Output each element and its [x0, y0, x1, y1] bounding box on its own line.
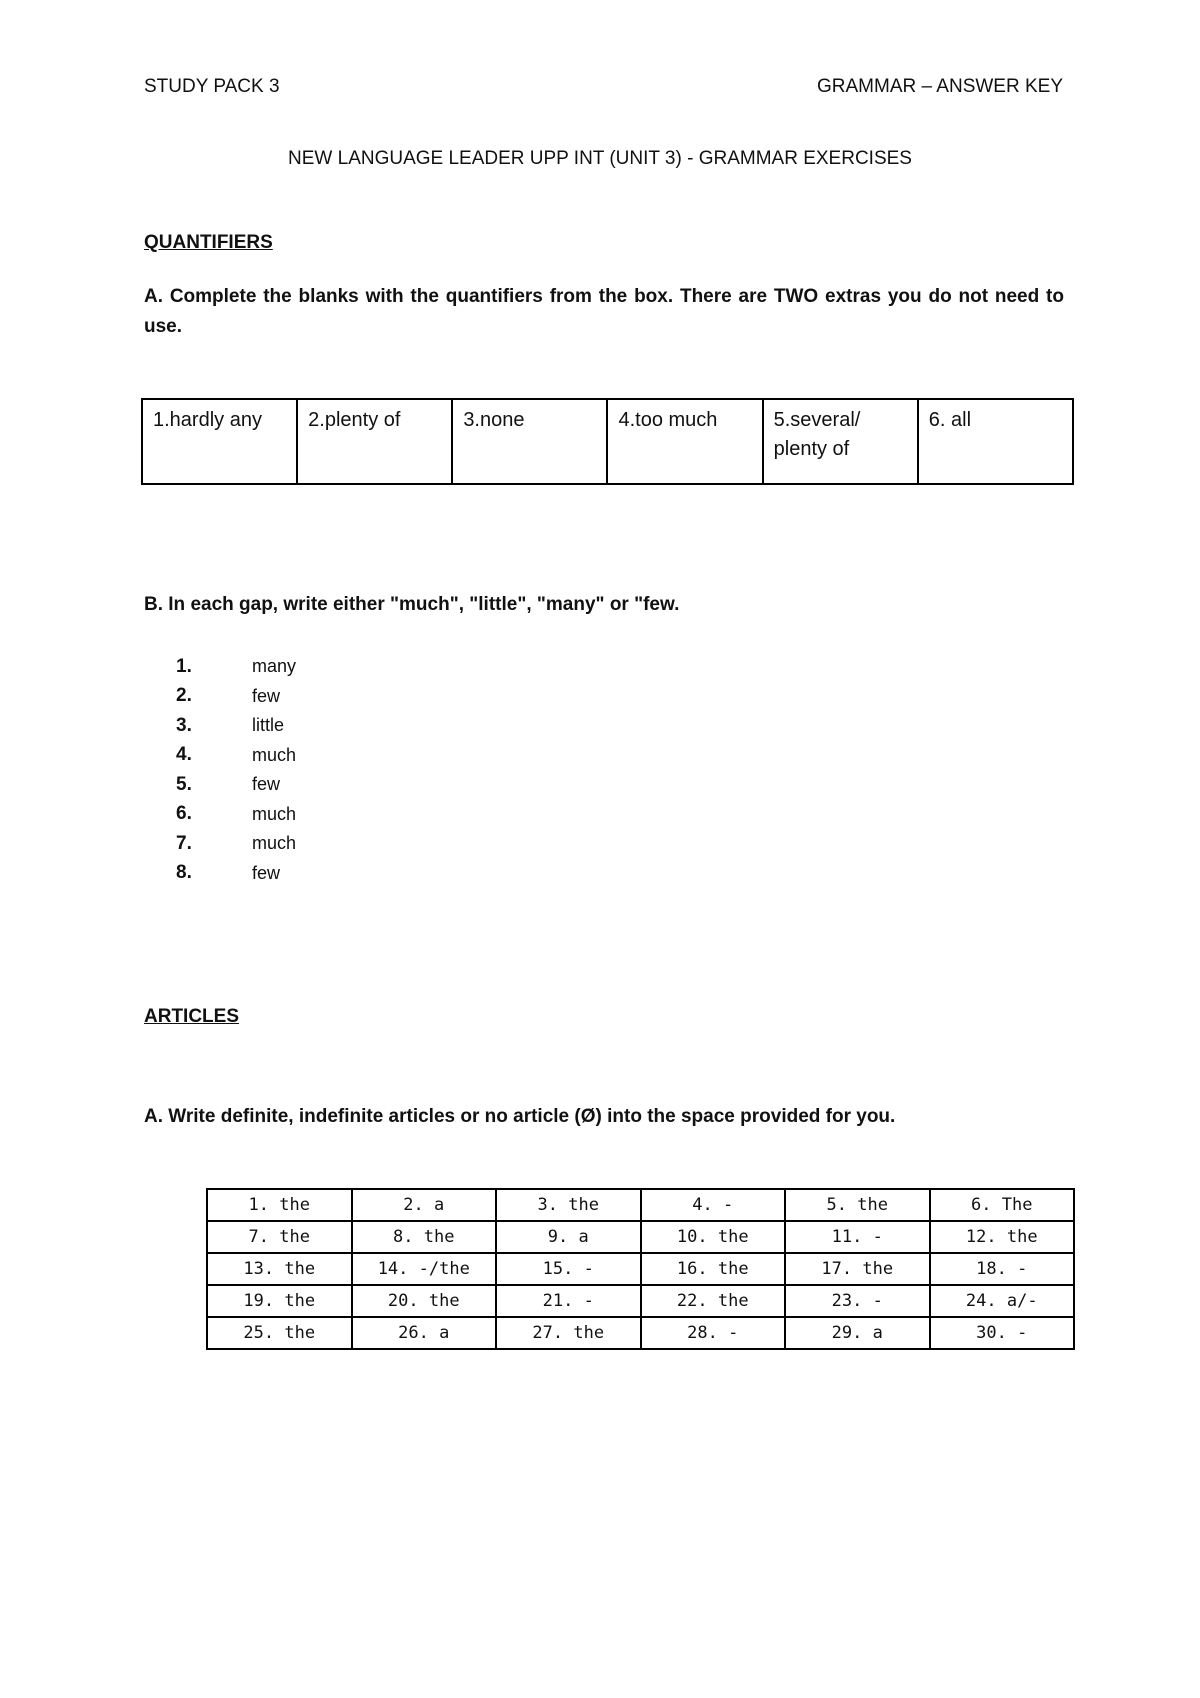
table-cell: 18. -: [930, 1253, 1075, 1285]
table-cell: 2. a: [352, 1189, 497, 1221]
table-cell: 16. the: [641, 1253, 786, 1285]
box-cell: 2.plenty of: [297, 399, 452, 484]
box-cell: 6. all: [918, 399, 1073, 484]
table-cell: 12. the: [930, 1221, 1075, 1253]
box-cell: 3.none: [452, 399, 607, 484]
box-cell: 1.hardly any: [142, 399, 297, 484]
part-b-answer-list: [176, 652, 296, 888]
item-number: 6.: [176, 803, 192, 825]
table-row: [207, 1189, 1074, 1221]
table-cell: 27. the: [496, 1317, 641, 1349]
item-number: 1.: [176, 655, 192, 677]
articles-answer-table: [206, 1188, 1075, 1350]
item-number: 3.: [176, 714, 192, 736]
item-answer: much: [252, 833, 297, 854]
table-cell: 3. the: [496, 1189, 641, 1221]
table-cell: 19. the: [207, 1285, 352, 1317]
list-item: [176, 829, 296, 859]
header-left: STUDY PACK 3: [144, 76, 280, 97]
item-answer: much: [252, 803, 297, 824]
item-answer: few: [252, 685, 281, 706]
item-answer: many: [252, 656, 297, 677]
item-answer: much: [252, 744, 297, 765]
quantifiers-part-a-instruction: A. Complete the blanks with the quantifiers from the box. There are TWO extras you do not need to use.: [144, 286, 1064, 337]
table-cell: 1. the: [207, 1189, 352, 1221]
quantifiers-answer-box: [141, 398, 1074, 485]
table-cell: 11. -: [785, 1221, 930, 1253]
table-cell: 29. a: [785, 1317, 930, 1349]
table-cell: 15. -: [496, 1253, 641, 1285]
item-number: 7.: [176, 832, 192, 854]
table-cell: 28. -: [641, 1317, 786, 1349]
item-number: 4.: [176, 744, 192, 766]
table-row: [207, 1253, 1074, 1285]
table-cell: 30. -: [930, 1317, 1075, 1349]
list-item: [176, 711, 296, 741]
item-number: 2.: [176, 685, 192, 707]
box-cell: 4.too much: [607, 399, 762, 484]
table-cell: 10. the: [641, 1221, 786, 1253]
list-item: [176, 770, 296, 800]
list-item: [176, 682, 296, 712]
item-number: 8.: [176, 862, 192, 884]
section-quantifiers-heading: QUANTIFIERS: [144, 232, 273, 253]
box-cell: 5.several/ plenty of: [763, 399, 918, 484]
table-cell: 5. the: [785, 1189, 930, 1221]
list-item: [176, 652, 296, 682]
table-row: [207, 1317, 1074, 1349]
table-cell: 9. a: [496, 1221, 641, 1253]
table-cell: 14. -/the: [352, 1253, 497, 1285]
table-cell: 20. the: [352, 1285, 497, 1317]
table-cell: 21. -: [496, 1285, 641, 1317]
table-cell: 22. the: [641, 1285, 786, 1317]
section-articles-heading: ARTICLES: [144, 1006, 239, 1027]
list-item: [176, 741, 296, 771]
table-cell: 6. The: [930, 1189, 1075, 1221]
table-cell: 13. the: [207, 1253, 352, 1285]
table-cell: 4. -: [641, 1189, 786, 1221]
table-cell: 7. the: [207, 1221, 352, 1253]
item-number: 5.: [176, 773, 192, 795]
table-cell: 26. a: [352, 1317, 497, 1349]
table-row: [207, 1285, 1074, 1317]
list-item: [176, 800, 296, 830]
table-row: [207, 1221, 1074, 1253]
table-cell: 17. the: [785, 1253, 930, 1285]
table-cell: 23. -: [785, 1285, 930, 1317]
item-answer: little: [252, 715, 285, 736]
articles-part-a-instruction: A. Write definite, indefinite articles or no article (Ø) into the space provided for you.: [144, 1106, 896, 1127]
item-answer: few: [252, 774, 281, 795]
table-cell: 8. the: [352, 1221, 497, 1253]
table-cell: 25. the: [207, 1317, 352, 1349]
list-item: [176, 859, 296, 889]
item-answer: few: [252, 862, 281, 883]
page-title: NEW LANGUAGE LEADER UPP INT (UNIT 3) - GRAMMAR EXERCISES: [288, 148, 912, 169]
table-cell: 24. a/-: [930, 1285, 1075, 1317]
quantifiers-part-b-instruction: B. In each gap, write either "much", "little", "many" or "few.: [144, 594, 680, 615]
header-right: GRAMMAR – ANSWER KEY: [817, 76, 1063, 97]
